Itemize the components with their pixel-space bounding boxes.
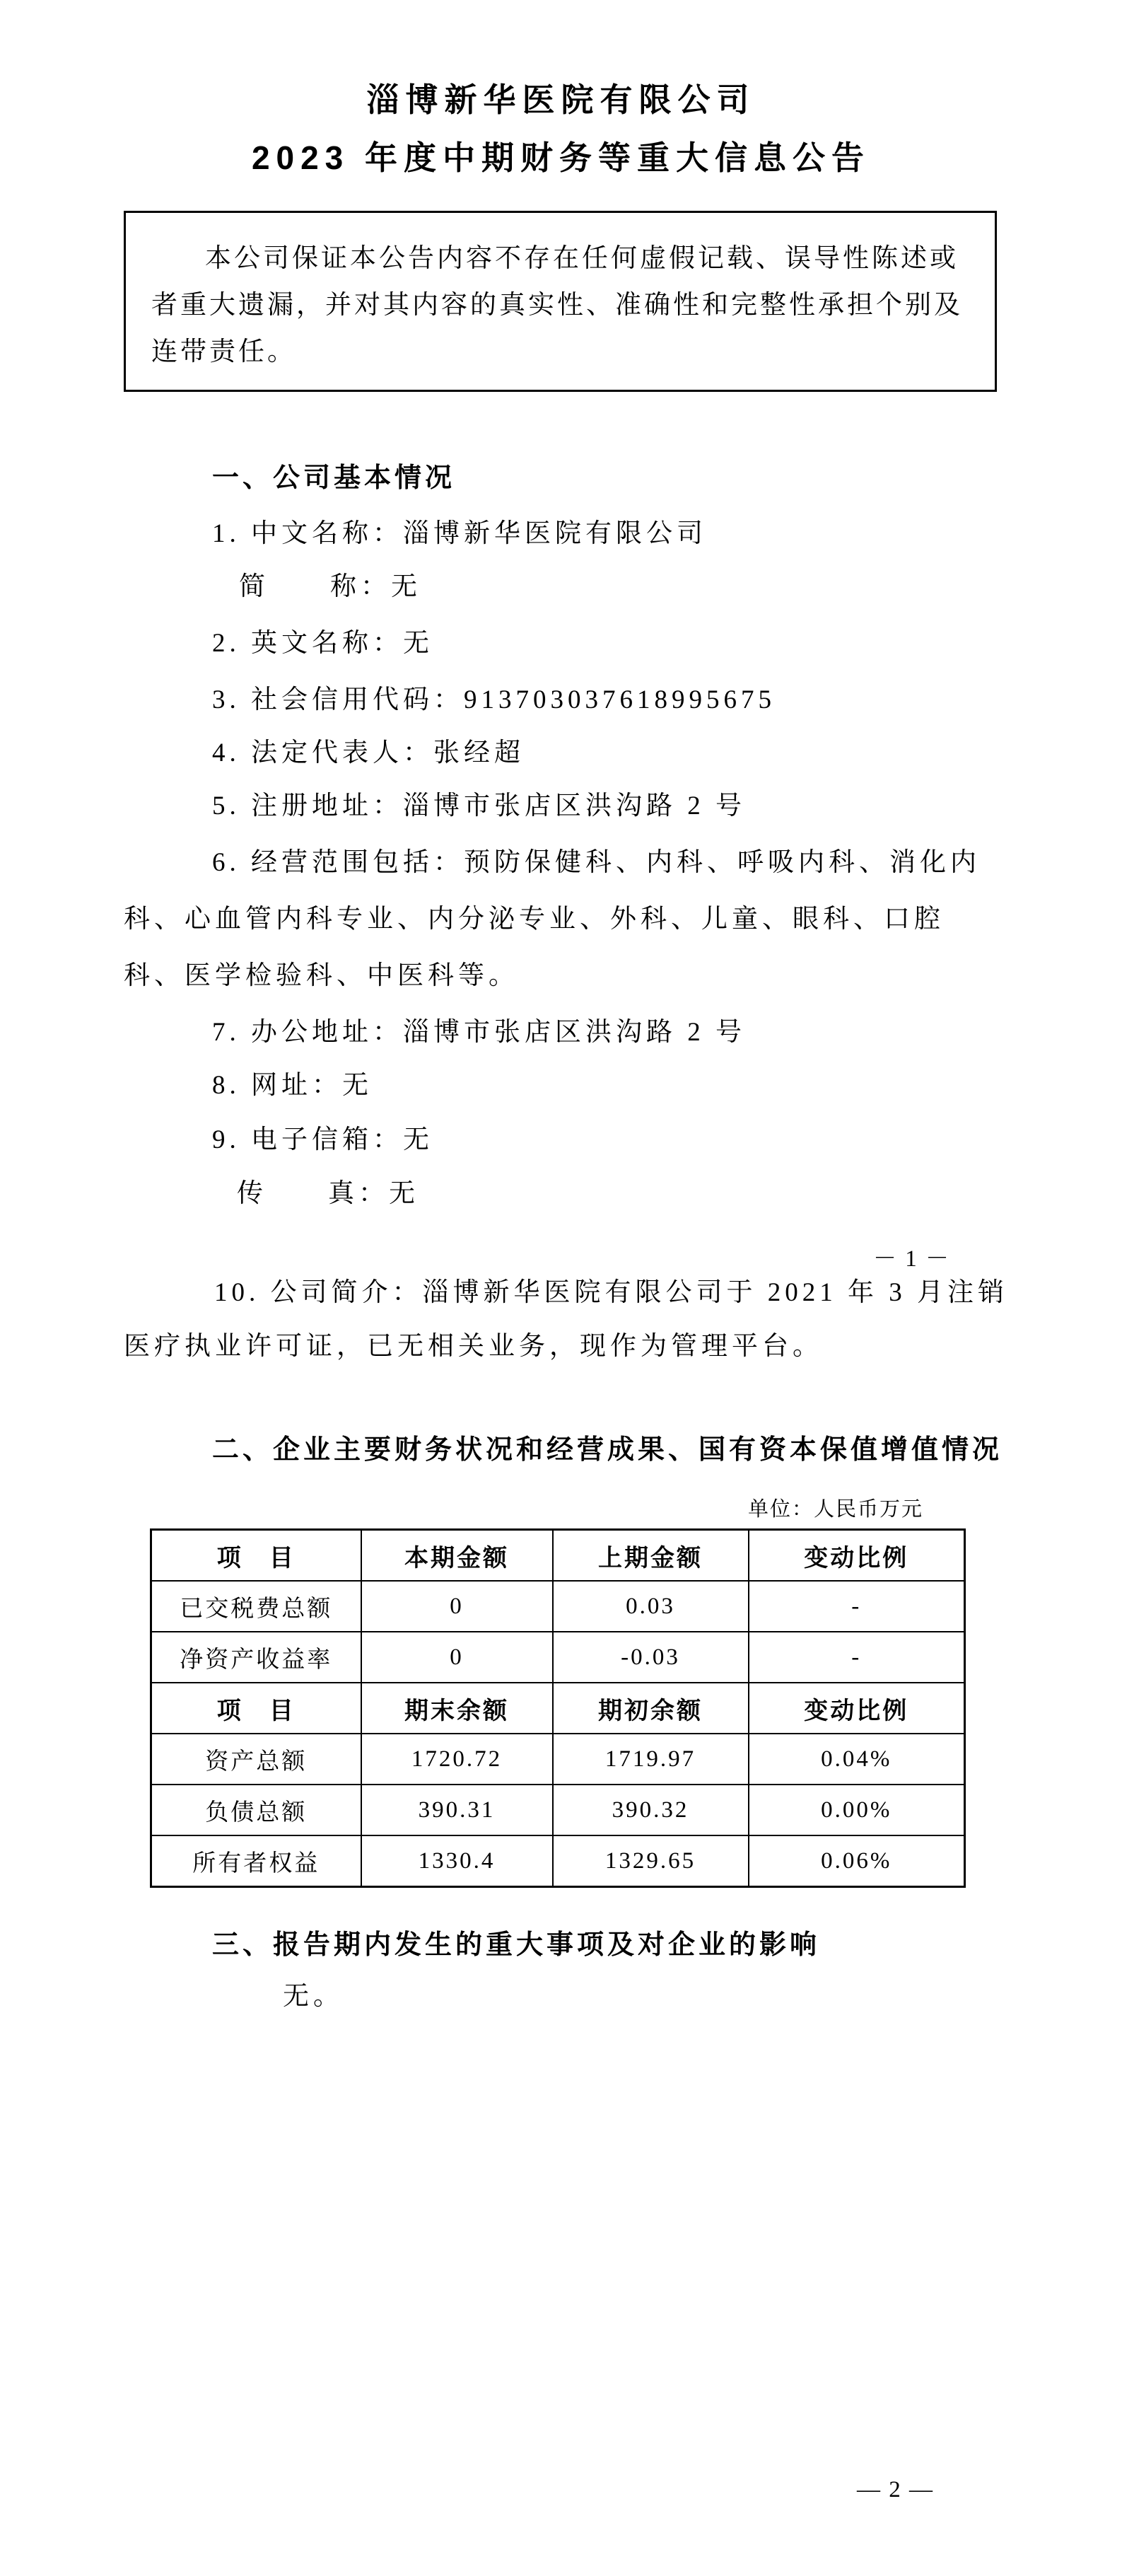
table-cell: - (749, 1581, 965, 1632)
section-three-content: 无。 (283, 1982, 344, 2011)
table-header-cell: 变动比例 (749, 1683, 965, 1734)
section-three-heading: 三、报告期内发生的重大事项及对企业的影响 (212, 1930, 821, 1960)
info-line-chinese-name: 1. 中文名称：淄博新华医院有限公司 (212, 519, 707, 548)
info-line-website: 8. 网址：无 (212, 1071, 373, 1100)
disclaimer-line: 本公司保证本公告内容不存在任何虚假记载、误导性陈述或 (205, 244, 959, 273)
section-two-heading: 二、企业主要财务状况和经营成果、国有资本保值增值情况 (212, 1435, 1003, 1465)
table-header-cell: 上期金额 (553, 1530, 749, 1582)
table-header-cell: 本期金额 (361, 1530, 553, 1582)
table-header-row (151, 1530, 965, 1582)
info-line-fax: 传 真：无 (237, 1179, 419, 1208)
table-cell: 1719.97 (553, 1734, 749, 1785)
info-line-company-profile: 医疗执业许可证，已无相关业务，现作为管理平台。 (124, 1332, 823, 1361)
table-cell: 1329.65 (553, 1835, 749, 1887)
table-cell: 0.04% (749, 1734, 965, 1785)
table-unit-note: 单位：人民币万元 (747, 1498, 923, 1521)
section-one-heading: 一、公司基本情况 (212, 463, 456, 493)
table-cell: 已交税费总额 (151, 1581, 361, 1632)
table-cell: 0 (361, 1581, 553, 1632)
info-line-english-name: 2. 英文名称：无 (212, 629, 433, 658)
table-header-cell: 变动比例 (749, 1530, 965, 1582)
table-cell: 负债总额 (151, 1785, 361, 1835)
table-cell: 0.00% (749, 1785, 965, 1835)
disclaimer-line: 连带责任。 (151, 337, 296, 366)
table-cell: 0 (361, 1632, 553, 1683)
disclaimer-box (124, 211, 997, 392)
info-line-legal-rep: 4. 法定代表人：张经超 (212, 738, 525, 767)
info-line-credit-code: 3. 社会信用代码：913703037618995675 (212, 685, 776, 714)
table-cell: 1720.72 (361, 1734, 553, 1785)
table-cell: 0.06% (749, 1835, 965, 1887)
table-header-cell: 项 目 (151, 1530, 361, 1582)
table-header-cell: 项 目 (151, 1683, 361, 1734)
company-name-title: 淄博新华医院有限公司 (366, 81, 756, 118)
page-number-1: － 1 － (873, 1246, 950, 1272)
info-line-email: 9. 电子信箱：无 (212, 1125, 433, 1154)
table-row-return-on-equity (151, 1632, 965, 1683)
table-header-cell: 期初余额 (553, 1683, 749, 1734)
table-cell: -0.03 (553, 1632, 749, 1683)
table-cell: 390.32 (553, 1785, 749, 1835)
info-line-office-address: 7. 办公地址：淄博市张店区洪沟路 2 号 (212, 1018, 746, 1047)
table-header-cell: 期末余额 (361, 1683, 553, 1734)
table-row-total-liabilities (151, 1785, 965, 1835)
table-row-taxes-paid (151, 1581, 965, 1632)
table-cell: 净资产收益率 (151, 1632, 361, 1683)
table-cell: 资产总额 (151, 1734, 361, 1785)
table-cell: 0.03 (553, 1581, 749, 1632)
table-cell: 1330.4 (361, 1835, 553, 1887)
info-line-business-scope: 科、医学检验科、中医科等。 (124, 961, 519, 990)
table-header-row (151, 1683, 965, 1734)
disclaimer-line: 者重大遗漏，并对其内容的真实性、准确性和完整性承担个别及 (151, 291, 963, 320)
financial-table (150, 1528, 966, 1888)
table-row-owners-equity (151, 1835, 965, 1887)
table-cell: 390.31 (361, 1785, 553, 1835)
table-cell: 所有者权益 (151, 1835, 361, 1887)
info-line-abbreviation: 简 称：无 (239, 572, 421, 601)
table-cell: - (749, 1632, 965, 1683)
info-line-reg-address: 5. 注册地址：淄博市张店区洪沟路 2 号 (212, 791, 746, 820)
announcement-title: 2023 年度中期财务等重大信息公告 (251, 139, 871, 176)
info-line-business-scope: 科、心血管内科专业、内分泌专业、外科、儿童、眼科、口腔 (124, 905, 945, 934)
table-row-total-assets (151, 1734, 965, 1785)
info-line-company-profile: 10. 公司简介：淄博新华医院有限公司于 2021 年 3 月注销 (214, 1278, 1008, 1307)
page-number-2: — 2 — (857, 2477, 934, 2502)
info-line-business-scope: 6. 经营范围包括：预防保健科、内科、呼吸内科、消化内 (212, 848, 981, 877)
